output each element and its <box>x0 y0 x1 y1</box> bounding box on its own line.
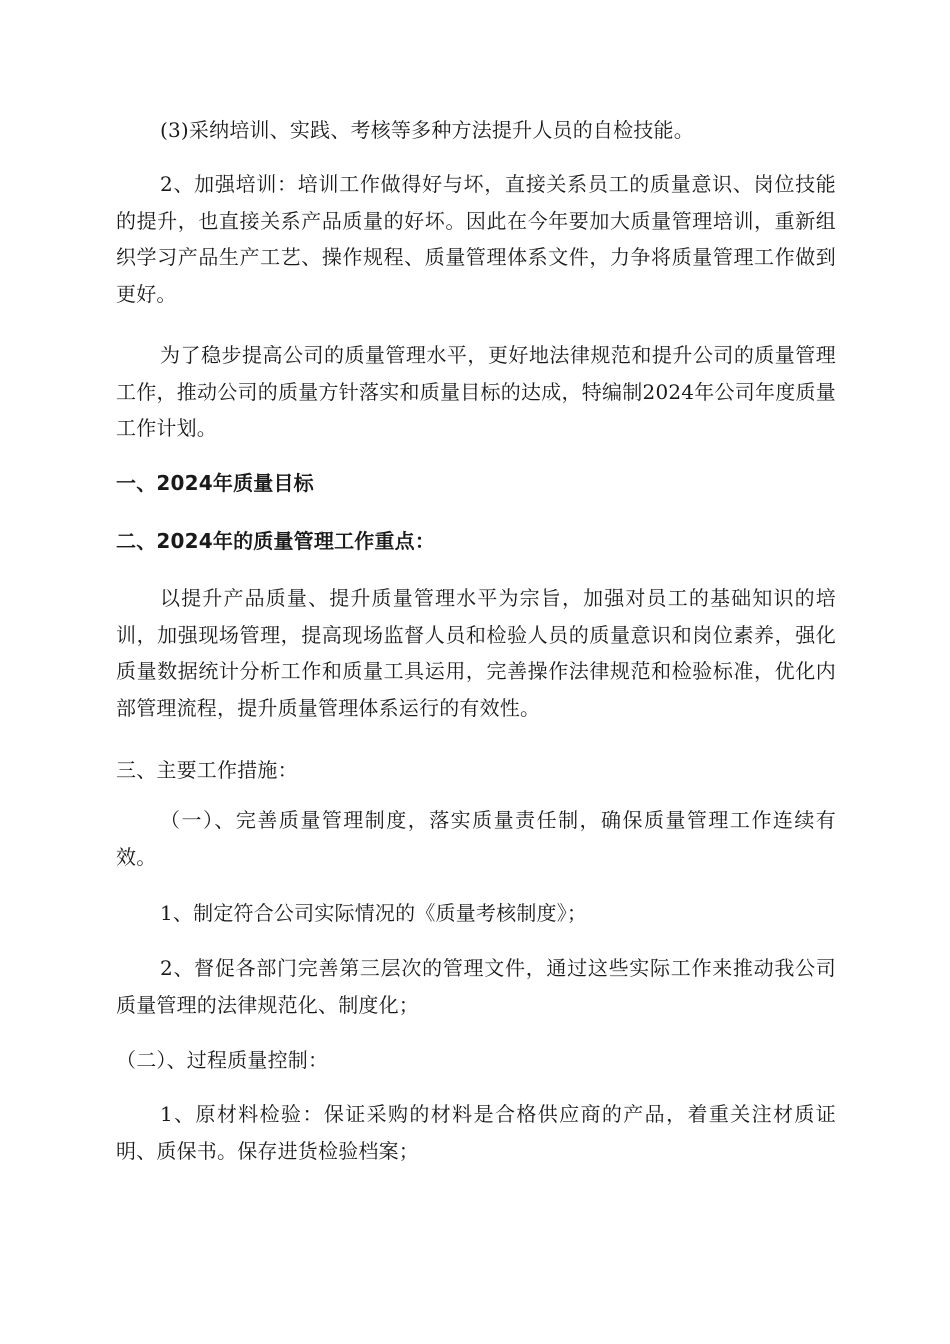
paragraph-assessment-system: 1、制定符合公司实际情况的《质量考核制度》； <box>160 901 588 925</box>
paragraph-self-inspection: (3)采纳培训、实践、考核等多种方法提升人员的自检技能。 <box>160 118 694 142</box>
heading-process-control: （二）、过程质量控制： <box>116 1048 329 1072</box>
paragraph-training: 2、加强培训：培训工作做得好与坏，直接关系员工的质量意识、岗位技能的提升，也直接关系产品质量的好坏。因此在今年要加大质量管理培训，重新组织学习产品生产工艺、操作规程、质量管理体系文件，力争将质量管理工作做到更好。 <box>116 172 836 306</box>
heading-main-measures: 三、主要工作措施： <box>116 758 298 782</box>
paragraph-plan-intro: 为了稳步提高公司的质量管理水平，更好地法律规范和提升公司的质量管理工作，推动公司的质量方针落实和质量目标的达成，特编制2024年公司年度质量工作计划。 <box>116 343 836 440</box>
paragraph-work-focus: 以提升产品质量、提升质量管理水平为宗旨，加强对员工的基础知识的培训，加强现场管理，提高现场监督人员和检验人员的质量意识和岗位素养，强化质量数据统计分析工作和质量工具运用，完善操作法律规范和检验标准，优化内部管理流程，提升质量管理体系运行的有效性。 <box>116 586 836 720</box>
paragraph-third-level-docs: 2、督促各部门完善第三层次的管理文件，通过这些实际工作来推动我公司质量管理的法律规范化、制度化； <box>116 956 836 1017</box>
heading-quality-goals: 一、2024年质量目标 <box>116 471 314 495</box>
paragraph-measure-one: （一）、完善质量管理制度，落实质量责任制，确保质量管理工作连续有效。 <box>116 808 836 869</box>
heading-work-focus: 二、2024年的质量管理工作重点： <box>116 529 436 553</box>
paragraph-raw-material-inspection: 1、原材料检验：保证采购的材料是合格供应商的产品，着重关注材质证明、质保书。保存进货检验档案； <box>116 1102 836 1163</box>
